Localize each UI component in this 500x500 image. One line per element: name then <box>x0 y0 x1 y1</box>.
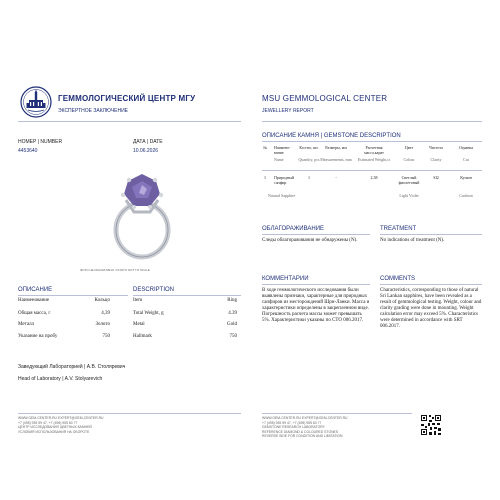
col-colour-ru: Цвет <box>404 145 414 150</box>
row-label: Item <box>133 298 143 303</box>
center-title-ru: ГЕММОЛОГИЧЕСКИЙ ЦЕНТР МГУ <box>58 94 196 103</box>
divider <box>18 295 128 296</box>
footer-left <box>18 416 104 434</box>
description-row-ru <box>18 298 110 304</box>
divider <box>262 141 482 142</box>
stone-size: - <box>335 175 337 180</box>
divider <box>262 121 482 122</box>
row-value: Gold <box>227 322 237 327</box>
stone-name-ru: Природный сапфир <box>274 175 294 185</box>
report-type-ru: ЭКСПЕРТНОЕ ЗАКЛЮЧЕНИЕ <box>58 108 129 114</box>
comments-text-ru: В ходе геммологического исследования были выявлены признаки, характерные для природных сапфиров из месторождений Шри-Ланки. Масса и характеристики определены в закрепленном виде. Погрешность расчета массы может превышать 5%. Характеристики указаны по СТО 006.2017. <box>262 288 370 323</box>
row-label: Металл <box>18 322 35 327</box>
row-value: 4,39 <box>101 311 110 316</box>
description-row-en <box>133 298 237 304</box>
treatment-text-en: No indications of treatment (N). <box>380 238 445 243</box>
description-row-en <box>133 311 237 317</box>
col-weight-ru: Расчетная масса,карат <box>364 145 384 155</box>
report-date: 10.06.2026 <box>133 148 159 154</box>
col-clarity-ru: Чистота <box>429 145 443 150</box>
stone-number: 1 <box>264 175 266 180</box>
row-value: Золото <box>95 322 110 327</box>
divider <box>380 284 482 285</box>
footer-right <box>262 416 348 439</box>
comments-heading-ru: КОММЕНТАРИИ <box>262 276 309 282</box>
footer-line: ЦЕНТР ИССЛЕДОВАНИЯ ЦВЕТНЫХ КАМНЕЙ <box>18 425 92 430</box>
ring-photo <box>82 152 200 264</box>
number-label: НОМЕР | NUMBER <box>18 139 63 145</box>
stone-colour-ru: Светлый фиолетовый <box>398 175 420 185</box>
description-row-en <box>133 322 237 328</box>
msu-emblem-icon <box>20 86 52 118</box>
col-quantity-en: Quantity, pcs <box>298 157 320 162</box>
report-number: 4453640 <box>18 148 38 154</box>
stone-quantity: 1 <box>308 175 310 180</box>
divider <box>18 121 241 122</box>
stone-cut-ru: Кушон <box>460 175 472 180</box>
footer-line: REFERENCE DIAMOND & COLOURED STONES <box>262 429 339 434</box>
center-title-en: MSU GEMMOLOGICAL CENTER <box>262 94 388 103</box>
footer-line: +7 (495) 939 59 47, +7 (495) 955 60 77 <box>18 420 78 425</box>
row-label: Указание на пробу <box>18 334 58 339</box>
row-label: Наименование <box>18 298 50 303</box>
row-label: Metal <box>133 322 145 327</box>
stone-cut-en: Cushion <box>459 193 473 198</box>
col-size-ru: Размеры, мм <box>325 145 347 150</box>
divider <box>262 284 370 285</box>
description-heading-ru: ОПИСАНИЕ <box>18 287 53 293</box>
stone-colour-en: Light Violet <box>399 193 419 198</box>
footer-line: +7 (495) 939 59 47, +7 (495) 955 60 77 <box>262 420 322 425</box>
gemstone-heading: ОПИСАНИЕ КАМНЯ | GEMSTONE DESCRIPTION <box>262 133 401 139</box>
row-value: 750 <box>102 334 110 339</box>
row-value: Кольцо <box>94 298 110 303</box>
divider <box>18 413 241 414</box>
col-weight-en: Estimated Weight,ct <box>357 157 391 162</box>
description-row-ru <box>18 311 110 317</box>
treatment-heading-ru: ОБЛАГОРАЖИВАНИЕ <box>262 226 325 232</box>
col-colour-en: Colour <box>403 157 415 162</box>
row-value: 4.39 <box>228 311 237 316</box>
col-name-ru: Наимено-вание <box>274 145 291 155</box>
treatment-heading-en: TREATMENT <box>380 226 417 232</box>
col-name-en: Name <box>274 157 284 162</box>
signature-en: Head of Laboratory | A.V. Stolyarevich <box>18 376 103 382</box>
footer-line: WWW.GEM-CENTER.RU EXPERT@GEM-CENTER.RU <box>18 416 104 420</box>
row-label: Total Weight, g <box>133 311 164 316</box>
divider <box>262 413 412 414</box>
col-size-en: Measurements, mm <box>320 157 352 162</box>
footer-line: REVERSE SIDE FOR CONDITION AND LIMITATION <box>262 434 343 439</box>
photo-caption: ФОТО НЕ МАСШТАБНО / PHOTO NOT TO SCALE <box>80 268 150 272</box>
description-row-ru <box>18 322 110 328</box>
col-cut-en: Cut <box>463 157 469 162</box>
footer-line: WWW.GEM-CENTER.RU EXPERT@GEM-CENTER.RU <box>262 416 348 420</box>
comments-text-en: Characteristics, corresponding to those of natural Sri Lankan sapphires, have been revealed as a result of gemmological testing. Weight, colour and clarity grading were done in mounting. Weight calculation error may exceed 5%. Characteristics were determined in accordance with SRT 006.2017. <box>380 288 482 329</box>
stone-weight: 2,38 <box>370 175 378 180</box>
stone-name-en: Natural Sapphire <box>268 193 296 198</box>
stone-clarity: SI2 <box>433 175 439 180</box>
row-value: Ring <box>227 298 237 303</box>
row-label: Общая масса, г <box>18 311 51 316</box>
description-row-en <box>133 334 237 340</box>
description-heading-en: DESCRIPTION <box>133 287 175 293</box>
divider <box>380 234 482 235</box>
divider <box>262 234 370 235</box>
footer-line: GEMSTONE RESEARCH LABORATORY <box>262 425 325 430</box>
divider <box>262 170 482 171</box>
col-quantity-ru: Кол-во, шт. <box>299 145 319 150</box>
qr-code-icon <box>420 414 442 436</box>
col-cut-ru: Огранка <box>458 145 474 150</box>
treatment-text-ru: Следы облагораживания не обнаружены (N). <box>262 238 358 243</box>
row-label: Hallmark <box>133 334 152 339</box>
col-clarity-en: Clarity <box>430 157 442 162</box>
signature-ru: Заведующий Лабораторией | А.В. Столяревич <box>18 364 126 370</box>
divider <box>133 295 241 296</box>
comments-heading-en: COMMENTS <box>380 276 415 282</box>
date-label: ДАТА | DATE <box>133 139 163 145</box>
col-number: № <box>263 145 267 150</box>
description-row-ru <box>18 334 110 340</box>
report-type-en: JEWELLERY REPORT <box>262 108 314 114</box>
footer-line: УСЛОВИЯ ИСПОЛЬЗОВАНИЯ НА ОБОРОТЕ <box>18 429 90 434</box>
row-value: 750 <box>229 334 237 339</box>
